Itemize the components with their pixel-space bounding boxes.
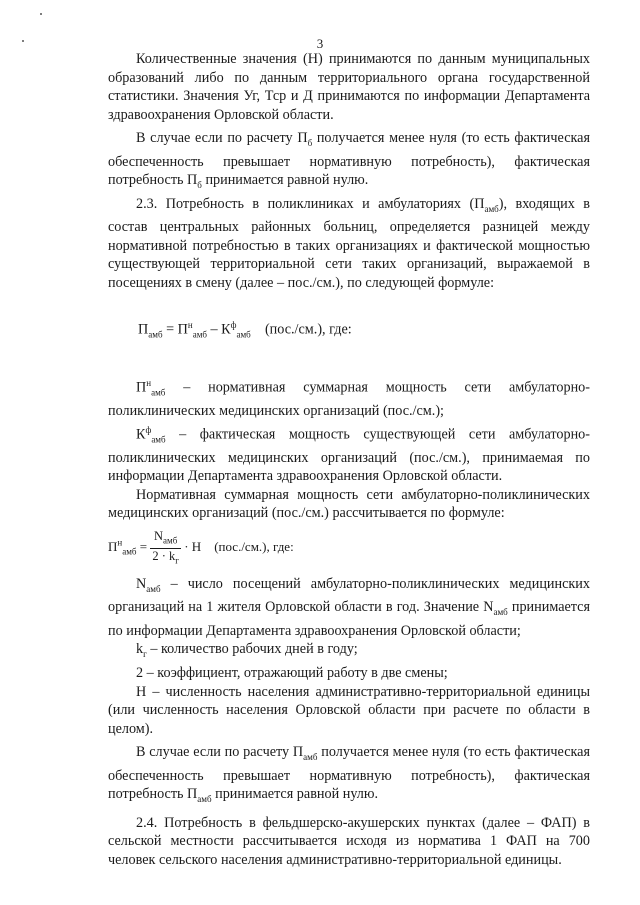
paragraph: В случае если по расчету $П_б$ получается менее нуля (то есть фактическая обеспеченность превышает нормативную потребность), фактическая потребность $П_б$ принимается равной нулю.: [108, 130, 590, 191]
document-body: [108, 50, 590, 870]
paragraph: В случае если по расчету $П_{амб}$ получается менее нуля (то есть фактическая обеспеченность превышает нормативную потребность), фактическая потребность $П_{амб}$ принимается равной нулю.: [108, 744, 591, 805]
paragraph: $К^ф_{амб}$ – фактическая мощность существующей сети амбулаторно-поликлинических медицинских организаций (пос./см.), принимаемая по информации Департамента здравоохранения Орловской области.: [108, 424, 590, 485]
paragraph: 2.3. Потребность в поликлиниках и амбулаториях $(П_{амб})$, входящих в состав центральных районных больниц, определяется разницей между нормативной потребностью в таких организациях и фактической мощностью существующей территориальной сети таких организаций, выражаемой в посещениях в смену (далее – пос./см.), по следующей формуле:: [108, 195, 590, 292]
paragraph: Н – численность населения административно-территориальной единицы (или численность населения Орловской области при расчете по области в целом).: [108, 683, 590, 737]
fraction: $\frac{N_{амб}}{2 \cdot k_г}$: [152, 529, 179, 566]
page-number: 3: [316, 36, 324, 51]
paragraph: Нормативная суммарная мощность сети амбулаторно-поликлинических медицинских организаций (пос./см.) рассчитывается по формуле:: [108, 486, 590, 522]
paragraph: $П^н_{амб}$ – нормативная суммарная мощность сети амбулаторно-поликлинических медицинских организаций (пос./см.);: [108, 377, 590, 419]
formula: $П^н_{амб}$ = $\frac{N_{амб}}{2 \cdot k_г}$ · Н (пос./см.), где:: [108, 529, 294, 566]
paragraph: $k_г$ – количество рабочих дней в году;: [136, 641, 358, 660]
paragraph: Количественные значения (Н) принимаются по данным муниципальных образований либо по данным территориального органа государственной статистики. Значения Уг, Тср и Д принимаются по информации Департамента здравоохранения Орловской области.: [108, 51, 590, 123]
formula: $П_{амб} = П^н_{амб} - К^ф_{амб}$ (пос./см.), где:: [138, 319, 352, 340]
paragraph: $N_{амб}$ – число посещений амбулаторно-поликлинических медицинских организаций на 1 жителя Орловской области в год. Значение $N_{амб}$ принимается по информации Департамента здравоохранения Орловской области;: [108, 576, 591, 639]
paragraph: 2 – коэффициент, отражающий работу в две смены;: [136, 664, 448, 681]
scan-speck: [40, 13, 42, 15]
paragraph: 2.4. Потребность в фельдшерско-акушерских пунктах (далее – ФАП) в сельской местности рассчитывается исходя из норматива 1 ФАП на 700 человек сельского населения административно-территориальной единицы.: [108, 814, 590, 868]
